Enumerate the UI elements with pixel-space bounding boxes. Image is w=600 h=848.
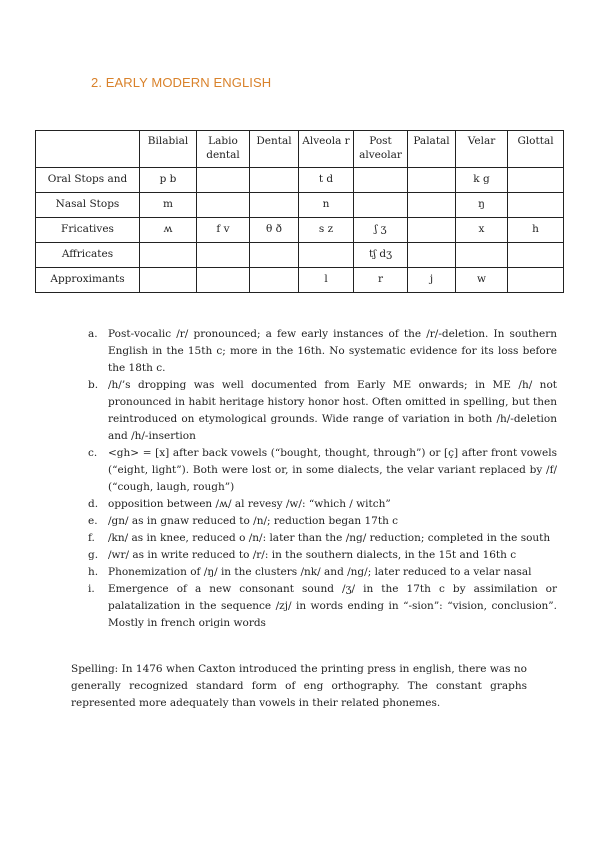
header-cell-postalveolar: Post alveolar [354,131,408,168]
list-marker: a. [88,328,98,340]
table-cell: k g [456,168,508,193]
list-marker: c. [88,447,98,459]
row-label: Affricates [36,243,140,268]
header-cell-glottal: Glottal [508,131,564,168]
table-cell [508,268,564,293]
list-item-text: Post-vocalic /r/ pronounced; a few early instances of the /r/-deletion. In southern English in the 15th c; more in the 16th. No systematic evidence for its loss before the 18th c. [108,328,557,374]
table-cell: m [140,193,197,218]
list-item [88,377,557,445]
table-cell [408,168,456,193]
table-cell [250,243,299,268]
table-cell [354,193,408,218]
list-marker: d. [88,498,99,510]
row-label: Approximants [36,268,140,293]
list-item [88,513,557,530]
table-cell [408,243,456,268]
table-cell [508,193,564,218]
table-cell: w [456,268,508,293]
header-cell-velar: Velar [456,131,508,168]
table-cell: l [299,268,354,293]
table-cell [250,268,299,293]
table-row [36,268,564,293]
list-item-text: /wr/ as in write reduced to /r/: in the southern dialects, in the 15t and 16th c [108,549,517,561]
table-row [36,218,564,243]
table-cell: s z [299,218,354,243]
table-cell: r [354,268,408,293]
table-cell: ʃ ʒ [354,218,408,243]
list-item [88,581,557,632]
table-cell [250,168,299,193]
table-cell [299,243,354,268]
table-cell: ʍ [140,218,197,243]
row-label: Nasal Stops [36,193,140,218]
table-cell: p b [140,168,197,193]
header-cell-alveolar: Alveola r [299,131,354,168]
table-cell [408,193,456,218]
table-cell [197,168,250,193]
table-cell: x [456,218,508,243]
table-cell [197,243,250,268]
list-item-text: Emergence of a new consonant sound /ʒ/ in the 17th c by assimilation or palatalization in the sequence /zj/ in words ending in “-sion”: “vision, conclusion”. Mostly in french origin words [108,583,557,629]
table-header-row [36,131,564,168]
list-marker: b. [88,379,99,391]
list-item-text: /gn/ as in gnaw reduced to /n/; reduction began 17th c [108,515,399,527]
table-cell [508,168,564,193]
list-item-text: <gh> = [x] after back vowels (“bought, thought, through”) or [ç] after front vowels (“eight, light”). Both were lost or, in some dialects, the velar variant replaced by /f/ (“cough, laugh, rough”) [108,447,557,493]
table-row [36,243,564,268]
table-cell [408,218,456,243]
notes-list [78,326,557,632]
header-cell-blank [36,131,140,168]
table-cell: tʃ dʒ [354,243,408,268]
list-item [88,326,557,377]
list-item-text: opposition between /ʍ/ al revesy /w/: “which / witch” [108,498,391,510]
table-row [36,168,564,193]
list-item-text: /h/’s dropping was well documented from Early ME onwards; in ME /h/ not pronounced in habit heritage history honor host. Often omitted in spelling, but then reintroduced on etymological grounds. Wide range of variation in both /h/-deletion and /h/-insertion [108,379,557,442]
table-cell [140,243,197,268]
table-cell [197,193,250,218]
header-cell-dental: Dental [250,131,299,168]
list-item [88,564,557,581]
list-marker: g. [88,549,99,561]
list-marker: f. [88,532,95,544]
table-cell [140,268,197,293]
header-cell-palatal: Palatal [408,131,456,168]
list-item [88,530,557,547]
table-cell [354,168,408,193]
row-label: Oral Stops and [36,168,140,193]
consonant-table [35,130,564,293]
table-cell: t d [299,168,354,193]
spelling-paragraph: Spelling: In 1476 when Caxton introduced the printing press in english, there was no generally recognized standard form of eng orthography. The constant graphs represented more adequately than vowels in their related phonemes. [71,663,527,709]
list-marker: h. [88,566,99,578]
list-marker: i. [88,583,95,595]
table-cell: f v [197,218,250,243]
table-cell: j [408,268,456,293]
table-cell [508,243,564,268]
table-cell [250,193,299,218]
list-item [88,547,557,564]
list-item-text: Phonemization of /ŋ/ in the clusters /nk/ and /ng/; later reduced to a velar nasal [108,566,532,578]
header-cell-bilabial: Bilabial [140,131,197,168]
table-cell: θ ð [250,218,299,243]
section-heading: 2. EARLY MODERN ENGLISH [91,75,272,90]
table-cell [197,268,250,293]
list-item [88,445,557,496]
row-label: Fricatives [36,218,140,243]
table-cell: n [299,193,354,218]
list-item-text: /kn/ as in knee, reduced o /n/: later than the /ng/ reduction; completed in the south [108,532,551,544]
table-cell: h [508,218,564,243]
table-cell [456,243,508,268]
table-cell: ŋ [456,193,508,218]
table-row [36,193,564,218]
header-cell-labiodental: Labio dental [197,131,250,168]
list-item [88,496,557,513]
list-marker: e. [88,515,98,527]
